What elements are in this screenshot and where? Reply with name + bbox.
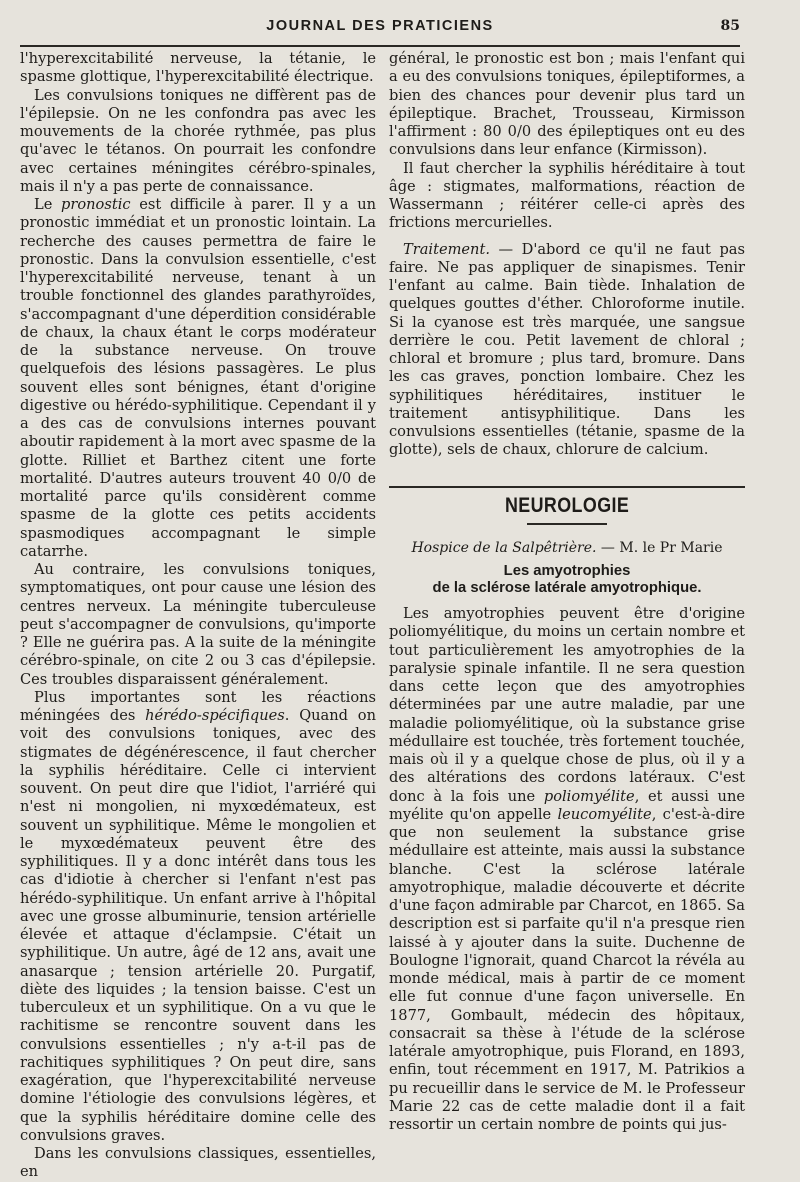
paragraph-amyotrophies xyxy=(389,605,745,1134)
lecture-title-line: Les amyotrophies xyxy=(503,563,631,579)
page-header xyxy=(20,18,740,42)
paragraph: Les convulsions toniques ne diffèrent pas de l'épilepsie. On ne les confondra pas avec les mouvements de la chorée rythmée, pas plus qu'avec le tétanos. On pourrait les confondre avec certaines méningites cérébro-spinales, mais il n'y a pas perte de connaissance. xyxy=(20,86,376,195)
paragraph-text: . Quand on voit des convulsions toniques, avec des stigmates de dégénérescence, il faut chercher la syphilis héréditaire. Celle ci intervient souvent. On peut dire que l'idiot, l'arriéré qui n'est ni mongolien, ni myxœdémateux, est souvent un syphilitique. Même le mongolien et le myxœdémateux peuvent être des syphilitiques. Il y a donc intérêt dans tous les cas d'idiotie à chercher si l'enfant n'est pas hérédo-syphilitique. Un enfant arrive à l'hôpital avec une grosse albuminurie, tension artérielle élevée et attaque d'éclampsie. C'était un syphilitique. Un autre, âgé de 12 ans, avait une anasarque ; tension artérielle 20. Purgatif, diète des liquides ; la tension baisse. C'est un tuberculeux et un syphilitique. On a vu que le rachitisme se rencontre souvent dans les convulsions essentielles ; n'y a-t-il pas de rachitiques syphilitiques ? On peut dire, sans exagération, que l'hyperexcitabilité nerveuse domine l'étiologie des convulsions légères, et que la syphilis héréditaire domine celle des convulsions graves. xyxy=(20,707,376,1144)
paragraph: Au contraire, les convulsions toniques, symptomatiques, ont pour cause une lésion des centres nerveux. La méningite tuberculeuse peut s'accompagner de convulsions, qu'importe ? Elle ne guérira pas. A la suite de la méningite cérébro-spinale, on cite 2 ou 3 cas d'épilepsie. Ces troubles disparaissent généralement. xyxy=(20,561,376,688)
section-rule xyxy=(527,523,607,525)
paragraph-text: Plus importantes sont les réactions méningées des xyxy=(20,688,376,724)
italic-term: leucomyélite xyxy=(557,805,652,823)
lecture-speaker: — M. le Pr Marie xyxy=(596,539,723,556)
paragraph-treatment xyxy=(389,241,745,460)
paragraph-text: Les amyotrophies peuvent être d'origine poliomyélitique, du moins un certain nombre et tout particulièrement les amyotrophies de la paralysie spinale infantile. Il ne sera question dans cette leçon que des amyotrophies déterminées par une autre maladie, par une maladie poliomyélitique, où la substance grise médullaire est touchée, très fortement touchée, mais où il y a quelque chose de plus, où il y a des altérations des cordons latéraux. C'est donc à la fois une xyxy=(389,605,745,805)
paragraph-text: — D'abord ce qu'il ne faut pas faire. Ne pas appliquer de sinapismes. Tenir l'enfant au calme. Bain tiède. Inhalation de quelques gouttes d'éther. Chloroforme inutile. Si la cyanose est très marquée, une sangsue derrière le cou. Petit lavement de chloral ; chloral et bromure ; plus tard, bromure. Dans les cas graves, ponction lombaire. Chez les syphilitiques héréditaires, instituer le traitement antisyphilitique. Dans les convulsions essentielles (tétanie, spasme de la glotte), sels de chaux, chlorure de calcium. xyxy=(389,240,745,459)
lecture-title-line: de la sclérose latérale amyotrophique. xyxy=(432,580,702,596)
section-title: NEUROLOGIE xyxy=(504,493,630,517)
header-rule xyxy=(20,45,740,47)
left-column xyxy=(20,50,376,1182)
section-heading xyxy=(389,486,745,517)
journal-title: JOURNAL DES PRATICIENS xyxy=(266,18,494,34)
paragraph-text: , et aussi une myélite qu'on appelle xyxy=(389,787,745,823)
page-number: 85 xyxy=(720,18,740,34)
paragraph: général, le pronostic est bon ; mais l'enfant qui a eu des convulsions toniques, épileptiformes, a bien des chances pour devenir plus tard un épileptique. Brachet, Trousseau, Kirmisson l'affirment : 80 0/0 des épileptiques ont eu des convulsions dans leur enfance (Kirmisson). xyxy=(389,50,745,159)
paragraph-text: est difficile à parer. Il y a un pronostic immédiat et un pronostic lointain. La recherche des causes permettra de faire le pronostic. Dans la convulsion essentielle, c'est l'hyperexcitabilité nerveuse, tenant à un trouble fonctionnel des glandes parathyroïdes, s'accompagnant d'une déperdition considérable de chaux, la chaux étant le corps modérateur de la substance nerveuse. On trouve quelquefois des lésions passagères. Le plus souvent elles sont bénignes, étant d'origine digestive ou hérédo-syphilitique. Cependant il y a des cas de convulsions internes pouvant aboutir rapidement à la mort avec spasme de la glotte. Rilliet et Barthez citent une forte mortalité. D'autres auteurs trouvent 40 0/0 de mortalité parce qu'ils considèrent comme spasme de la glotte ces petits accidents spasmodiques accompagnant le simple catarrhe. xyxy=(20,196,376,560)
italic-term: hérédo-spécifiques xyxy=(145,707,285,724)
right-column xyxy=(389,50,745,1134)
paragraph-prognosis xyxy=(20,196,376,561)
paragraph-text: Le xyxy=(34,196,62,213)
italic-term: poliomyélite xyxy=(543,787,635,805)
paragraph: Il faut chercher la syphilis héréditaire à tout âge : stigmates, malformations, réaction de Wassermann ; réitérer celle-ci après des frictions mercurielles. xyxy=(389,159,745,232)
paragraph: Dans les convulsions classiques, essentielles, en xyxy=(20,1145,376,1181)
paragraph: l'hyperexcitabilité nerveuse, la tétanie, le spasme glottique, l'hyperexcitabilité électrique. xyxy=(20,50,376,86)
paragraph-text: , c'est-à-dire que non seulement la substance grise médullaire est atteinte, mais aussi la substance blanche. C'est la sclérose latérale amyotrophique, maladie découverte et décrite d'une façon admirable par Charcot, en 1865. Sa description est si parfaite qu'il n'a presque rien laissé à y ajouter dans la suite. Duchenne de Boulogne l'ignorait, quand Charcot la révéla au monde médical, mais à partir de ce moment elle fut connue d'une façon universelle. En 1877, Gombault, médecin des hôpitaux, consacrait sa thèse à l'étude de la sclérose latérale amyotrophique, puis Florand, en 1893, enfin, tout récemment en 1917, M. Patrikios a pu recueillir dans le service de M. le Professeur Marie 22 cas de cette maladie dont il a fait ressortir un certain nombre de points qui jus- xyxy=(389,805,746,1133)
paragraph-heredo xyxy=(20,689,376,1145)
lecture-place: Hospice de la Salpêtrière. xyxy=(411,539,597,556)
lecture-source xyxy=(389,539,745,557)
italic-term: pronostic xyxy=(61,196,131,213)
lecture-title xyxy=(389,563,745,597)
italic-term: Traitement. xyxy=(403,240,490,258)
